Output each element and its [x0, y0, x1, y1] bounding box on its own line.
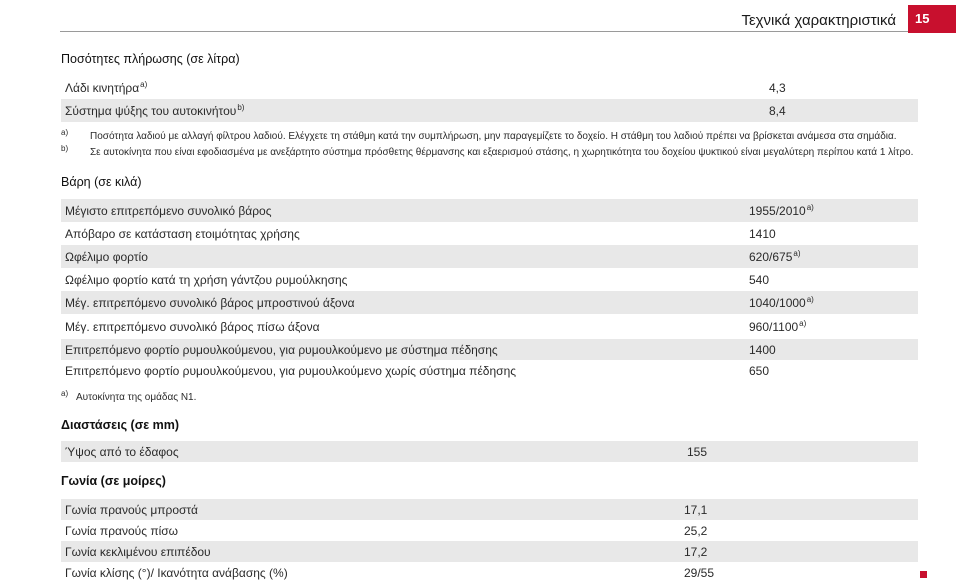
table-row [61, 562, 918, 584]
row-value: 650 [745, 360, 918, 381]
row-label: Ωφέλιμο φορτίο κατά τη χρήση γάντζου ρυμούλκησης [61, 268, 745, 291]
page-number: 15 [908, 5, 956, 33]
row-value: 25,2 [680, 520, 918, 541]
row-value: 540 [745, 268, 918, 291]
table-row [61, 222, 918, 245]
header-title: Τεχνικά χαρακτηριστικά [741, 12, 896, 29]
row-label: Επιτρεπόμενο φορτίο ρυμουλκούμενου, για ρυμουλκούμενο με σύστημα πέδησης [61, 339, 745, 360]
table-row [61, 268, 918, 291]
row-value: 1955/2010$^{a)}$ [745, 199, 918, 222]
table-row [61, 541, 918, 562]
row-value: 620/675$^{a)}$ [745, 245, 918, 268]
row-value: 4,3 [765, 76, 918, 99]
header-rule [60, 31, 908, 32]
row-value: 29/55 [680, 562, 918, 584]
dimensions-heading: Διαστάσεις (σε mm) [61, 418, 180, 432]
row-label: Απόβαρο σε κατάσταση ετοιμότητας χρήσης [61, 222, 745, 245]
row-label: Μέγ. επιτρεπόμενο συνολικό βάρος μπροστινού άξονα [61, 291, 745, 314]
row-label: Γωνία πρανούς πίσω [61, 520, 680, 541]
table-row [61, 99, 918, 122]
page-header [0, 0, 960, 34]
row-label: Μέγ. επιτρεπόμενο συνολικό βάρος πίσω άξονα [61, 314, 745, 339]
row-label: Σύστημα ψύξης του αυτοκινήτου$^{b)}$ [61, 99, 765, 122]
table-row [61, 291, 918, 314]
table-row [61, 339, 918, 360]
row-value: 1400 [745, 339, 918, 360]
fill-quantities-heading: Ποσότητες πλήρωσης (σε λίτρα) [61, 52, 240, 66]
weights-table [61, 199, 918, 381]
angles-heading: Γωνία (σε μοίρες) [61, 474, 166, 488]
table-row [61, 76, 918, 99]
row-label: Ύψος από το έδαφος [61, 441, 683, 462]
table-row [61, 199, 918, 222]
row-label: Γωνία πρανούς μπροστά [61, 499, 680, 520]
row-label: Λάδι κινητήρα$^{a)}$ [61, 76, 765, 99]
row-label: Ωφέλιμο φορτίο [61, 245, 745, 268]
table-row [61, 314, 918, 339]
fill-quantities-table [61, 76, 918, 122]
row-value: 1410 [745, 222, 918, 245]
row-value: 17,2 [680, 541, 918, 562]
row-value: 960/1100$^{a)}$ [745, 314, 918, 339]
table-row [61, 245, 918, 268]
table-row [61, 499, 918, 520]
table-row [61, 360, 918, 381]
row-value: 1040/1000$^{a)}$ [745, 291, 918, 314]
row-label: Επιτρεπόμενο φορτίο ρυμουλκούμενου, για ρυμουλκούμενο χωρίς σύστημα πέδησης [61, 360, 745, 381]
row-label: Γωνία κεκλιμένου επιπέδου [61, 541, 680, 562]
dimensions-table [61, 441, 918, 462]
weights-heading: Βάρη (σε κιλά) [61, 175, 142, 189]
table-row [61, 441, 918, 462]
row-label: Μέγιστο επιτρεπόμενο συνολικό βάρος [61, 199, 745, 222]
page-marker-square [920, 571, 927, 578]
table-row [61, 520, 918, 541]
row-value: 17,1 [680, 499, 918, 520]
row-label: Γωνία κλίσης (°)/ Ικανότητα ανάβασης (%) [61, 562, 680, 584]
angles-table [61, 499, 918, 584]
row-value: 155 [683, 441, 918, 462]
row-value: 8,4 [765, 99, 918, 122]
